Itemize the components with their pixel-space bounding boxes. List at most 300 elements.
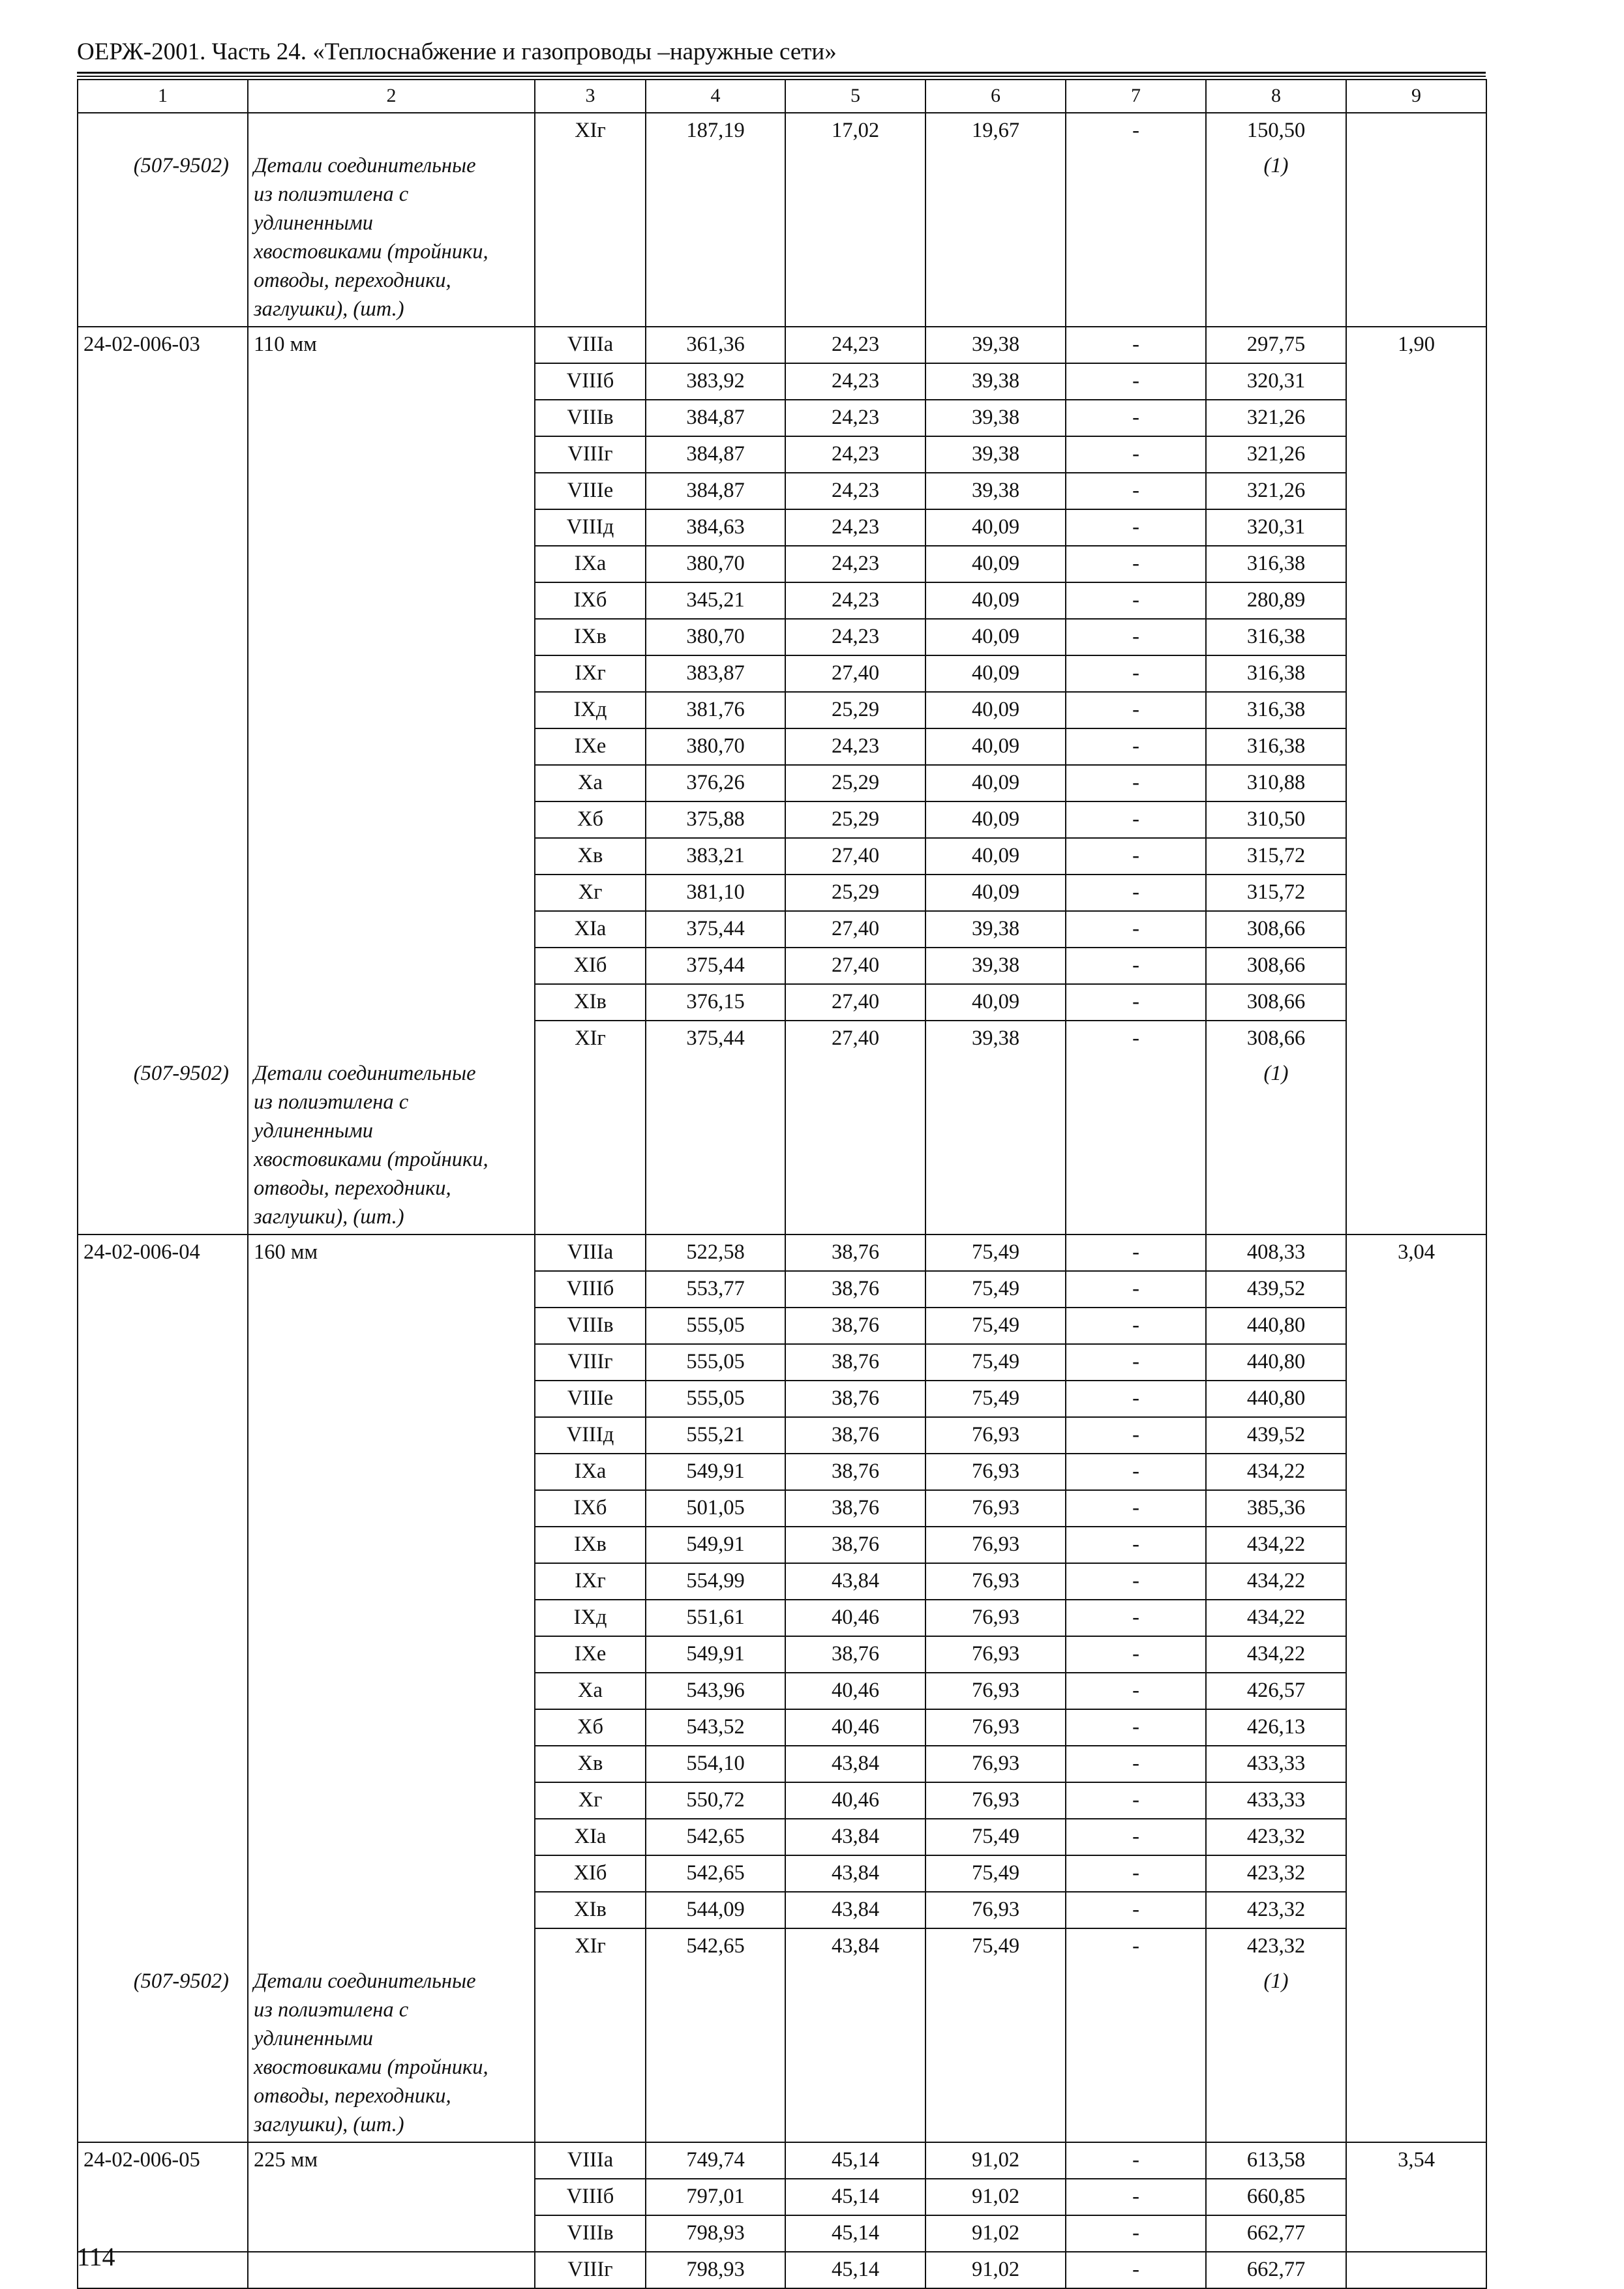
value-cell: - — [1066, 1344, 1206, 1381]
table-row — [78, 1271, 1486, 1308]
value-cell: 316,38 — [1206, 655, 1346, 692]
value-cell: 39,38 — [925, 948, 1066, 984]
empty-cell — [248, 582, 535, 619]
value-cell: 384,87 — [646, 436, 785, 473]
value-cell: - — [1066, 1636, 1206, 1673]
empty-cell — [248, 1417, 535, 1454]
value-cell: - — [1066, 1417, 1206, 1454]
value-cell: 40,09 — [925, 619, 1066, 655]
note-text-cell — [248, 1964, 535, 2142]
empty-cell — [78, 1527, 248, 1563]
value-cell: 434,22 — [1206, 1636, 1346, 1673]
value-cell: 24,23 — [785, 327, 925, 363]
table-row — [78, 327, 1486, 363]
empty-cell — [248, 400, 535, 436]
empty-cell — [78, 728, 248, 765]
value-cell: - — [1066, 1308, 1206, 1344]
table-row — [78, 948, 1486, 984]
value-cell: 40,09 — [925, 509, 1066, 546]
note-text-line: хвостовиками (тройники, — [254, 240, 489, 263]
page-header: ОЕРЖ-2001. Часть 24. «Теплоснабжение и газопроводы –наружные сети» — [77, 38, 837, 65]
empty-cell — [248, 911, 535, 948]
value-cell: 542,65 — [646, 1819, 785, 1855]
region-cell: VIIIб — [535, 1271, 646, 1308]
column-header: 2 — [248, 80, 535, 113]
value-cell: - — [1066, 1892, 1206, 1928]
empty-cell — [248, 1636, 535, 1673]
note-text-line: Детали соединительные — [254, 154, 476, 177]
value-cell: 25,29 — [785, 875, 925, 911]
table-row — [78, 546, 1486, 582]
empty-cell — [78, 1673, 248, 1709]
empty-cell — [646, 1056, 785, 1234]
empty-cell — [1346, 692, 1486, 728]
empty-cell — [1346, 1490, 1486, 1527]
region-cell: VIIIа — [535, 327, 646, 363]
note-code-cell — [78, 1964, 248, 2142]
value-cell: - — [1066, 1381, 1206, 1417]
value-cell: 76,93 — [925, 1746, 1066, 1782]
value-cell: 361,36 — [646, 327, 785, 363]
empty-cell — [1346, 875, 1486, 911]
column-header: 9 — [1346, 80, 1486, 113]
note-text-line: Детали соединительные — [254, 1062, 476, 1085]
value-cell: 38,76 — [785, 1381, 925, 1417]
value-cell: 38,76 — [785, 1636, 925, 1673]
value-cell: 381,76 — [646, 692, 785, 728]
region-cell: XIб — [535, 1855, 646, 1892]
empty-cell — [1346, 1746, 1486, 1782]
value-cell: 423,32 — [1206, 1855, 1346, 1892]
table-row — [78, 582, 1486, 619]
value-cell: 39,38 — [925, 400, 1066, 436]
value-cell: 550,72 — [646, 1782, 785, 1819]
empty-cell — [78, 546, 248, 582]
value-cell: 24,23 — [785, 363, 925, 400]
value-cell: 434,22 — [1206, 1600, 1346, 1636]
value-cell: 555,05 — [646, 1344, 785, 1381]
empty-cell — [1346, 1964, 1486, 2142]
value-cell: 320,31 — [1206, 509, 1346, 546]
value-cell: 40,46 — [785, 1782, 925, 1819]
value-cell: 381,10 — [646, 875, 785, 911]
note-code: (507-9502) — [133, 1062, 229, 1085]
region-cell: Xг — [535, 875, 646, 911]
region-cell: VIIIг — [535, 1344, 646, 1381]
table-row — [78, 1417, 1486, 1454]
table-cell: 187,19 — [646, 113, 785, 149]
region-cell: XIг — [535, 1021, 646, 1056]
table-cell: 19,67 — [925, 113, 1066, 149]
value-cell: 555,05 — [646, 1381, 785, 1417]
value-cell: 555,05 — [646, 1308, 785, 1344]
value-cell: - — [1066, 728, 1206, 765]
value-cell: 40,46 — [785, 1709, 925, 1746]
value-cell: - — [1066, 1527, 1206, 1563]
value-cell: 542,65 — [646, 1928, 785, 1964]
table-row — [78, 363, 1486, 400]
note-row — [78, 1056, 1486, 1234]
table-row — [78, 1782, 1486, 1819]
value-cell: 554,99 — [646, 1563, 785, 1600]
region-cell: VIIIб — [535, 2179, 646, 2215]
empty-cell — [78, 1746, 248, 1782]
table-row — [78, 765, 1486, 801]
value-cell: 375,88 — [646, 801, 785, 838]
price-table — [77, 79, 1487, 2289]
empty-cell — [248, 1928, 535, 1964]
table-row — [78, 1855, 1486, 1892]
region-cell: VIIIв — [535, 400, 646, 436]
table-row — [78, 655, 1486, 692]
note-text — [254, 1964, 529, 2139]
note-text-cell — [248, 149, 535, 327]
empty-cell — [248, 1673, 535, 1709]
empty-cell — [248, 948, 535, 984]
value-cell: 45,14 — [785, 2215, 925, 2252]
region-cell: XIг — [535, 1928, 646, 1964]
value-cell: - — [1066, 509, 1206, 546]
value-cell: 321,26 — [1206, 436, 1346, 473]
empty-cell — [78, 1600, 248, 1636]
empty-cell — [78, 1855, 248, 1892]
table-row — [78, 1709, 1486, 1746]
value-cell: 310,50 — [1206, 801, 1346, 838]
region-cell: IXг — [535, 655, 646, 692]
column-header: 5 — [785, 80, 925, 113]
empty-cell — [78, 948, 248, 984]
empty-cell — [248, 619, 535, 655]
value-cell: - — [1066, 1746, 1206, 1782]
value-cell: 308,66 — [1206, 984, 1346, 1021]
value-cell: 76,93 — [925, 1563, 1066, 1600]
empty-cell — [1346, 1271, 1486, 1308]
value-cell: 315,72 — [1206, 838, 1346, 875]
value-cell: 24,23 — [785, 728, 925, 765]
value-cell: - — [1066, 1234, 1206, 1271]
value-cell: 40,09 — [925, 546, 1066, 582]
value-cell: 798,93 — [646, 2215, 785, 2252]
table-row — [78, 1892, 1486, 1928]
empty-cell — [925, 149, 1066, 327]
table-row — [78, 1563, 1486, 1600]
table-row — [78, 1344, 1486, 1381]
empty-cell — [248, 509, 535, 546]
value-cell: 40,09 — [925, 728, 1066, 765]
value-cell: 375,44 — [646, 911, 785, 948]
empty-cell — [248, 1381, 535, 1417]
region-cell: IXб — [535, 582, 646, 619]
value-cell: 43,84 — [785, 1746, 925, 1782]
region-cell: VIIIе — [535, 1381, 646, 1417]
region-cell: VIIIд — [535, 1417, 646, 1454]
value-cell: 440,80 — [1206, 1308, 1346, 1344]
empty-cell — [1346, 1454, 1486, 1490]
value-cell: - — [1066, 2215, 1206, 2252]
note-text — [254, 149, 529, 323]
value-cell: 40,09 — [925, 655, 1066, 692]
value-cell: - — [1066, 582, 1206, 619]
empty-cell — [535, 1056, 646, 1234]
value-cell: 38,76 — [785, 1417, 925, 1454]
note-marker-cell: (1) — [1206, 149, 1346, 327]
item-code: 24-02-006-03 — [78, 327, 248, 363]
value-cell: 76,93 — [925, 1892, 1066, 1928]
empty-cell — [248, 838, 535, 875]
empty-cell — [1346, 1056, 1486, 1234]
table-row — [78, 1636, 1486, 1673]
empty-cell — [1346, 2252, 1486, 2288]
region-cell: Xб — [535, 1709, 646, 1746]
value-cell: 501,05 — [646, 1490, 785, 1527]
value-cell: 39,38 — [925, 1021, 1066, 1056]
empty-cell — [78, 1271, 248, 1308]
value-cell: 380,70 — [646, 728, 785, 765]
value-cell: 553,77 — [646, 1271, 785, 1308]
note-text-line: из полиэтилена с — [254, 1998, 409, 2022]
empty-cell — [1346, 911, 1486, 948]
value-cell: 24,23 — [785, 509, 925, 546]
value-cell: - — [1066, 984, 1206, 1021]
value-cell: 40,09 — [925, 984, 1066, 1021]
empty-cell — [248, 655, 535, 692]
table-row — [78, 801, 1486, 838]
note-text-line: Детали соединительные — [254, 1969, 476, 1993]
empty-cell — [646, 149, 785, 327]
empty-cell — [78, 1381, 248, 1417]
header-rule-secondary — [77, 76, 1486, 77]
value-cell: 549,91 — [646, 1454, 785, 1490]
value-cell: 321,26 — [1206, 400, 1346, 436]
value-cell: 75,49 — [925, 1234, 1066, 1271]
empty-cell — [1346, 1673, 1486, 1709]
empty-cell — [1346, 619, 1486, 655]
value-cell: 43,84 — [785, 1819, 925, 1855]
empty-cell — [535, 1964, 646, 2142]
empty-cell — [248, 1563, 535, 1600]
value-cell: 551,61 — [646, 1600, 785, 1636]
note-code: (507-9502) — [133, 154, 229, 177]
value-cell: 76,93 — [925, 1636, 1066, 1673]
value-cell: 543,52 — [646, 1709, 785, 1746]
region-cell: IXг — [535, 1563, 646, 1600]
column-header: 4 — [646, 80, 785, 113]
table-row — [78, 1454, 1486, 1490]
value-cell: 24,23 — [785, 473, 925, 509]
table-row — [78, 1490, 1486, 1527]
empty-cell — [248, 984, 535, 1021]
empty-cell — [248, 1855, 535, 1892]
value-cell: 75,49 — [925, 1928, 1066, 1964]
empty-cell — [78, 875, 248, 911]
note-text-cell — [248, 1056, 535, 1234]
value-cell: 380,70 — [646, 546, 785, 582]
table-cell: 17,02 — [785, 113, 925, 149]
value-cell: 316,38 — [1206, 619, 1346, 655]
note-text-line: хвостовиками (тройники, — [254, 2056, 489, 2079]
table-row — [78, 1021, 1486, 1056]
region-cell: IXе — [535, 728, 646, 765]
note-text-line: отводы, переходники, — [254, 2084, 451, 2108]
value-cell: 38,76 — [785, 1454, 925, 1490]
item-name: 110 мм — [248, 327, 535, 363]
value-cell: 39,38 — [925, 436, 1066, 473]
empty-cell — [78, 692, 248, 728]
value-cell: 380,70 — [646, 619, 785, 655]
table-row — [78, 1234, 1486, 1271]
value-cell: 316,38 — [1206, 728, 1346, 765]
empty-cell — [646, 1964, 785, 2142]
value-cell: 27,40 — [785, 655, 925, 692]
empty-cell — [248, 113, 535, 149]
value-cell: 321,26 — [1206, 473, 1346, 509]
value-cell: 43,84 — [785, 1563, 925, 1600]
table-row — [78, 473, 1486, 509]
empty-cell — [78, 113, 248, 149]
column-header: 7 — [1066, 80, 1206, 113]
empty-cell — [785, 1964, 925, 2142]
value-cell: 38,76 — [785, 1271, 925, 1308]
value-cell: 24,23 — [785, 619, 925, 655]
value-cell: 384,87 — [646, 400, 785, 436]
value-cell: 75,49 — [925, 1381, 1066, 1417]
note-text-line: из полиэтилена с — [254, 183, 409, 206]
note-row — [78, 149, 1486, 327]
price-table-body — [78, 80, 1486, 2288]
region-cell: VIIIв — [535, 1308, 646, 1344]
empty-cell — [1346, 1928, 1486, 1964]
value-cell: 27,40 — [785, 1021, 925, 1056]
value-cell: 544,09 — [646, 1892, 785, 1928]
empty-cell — [78, 838, 248, 875]
empty-cell — [248, 692, 535, 728]
empty-cell — [1346, 728, 1486, 765]
value-cell: 91,02 — [925, 2252, 1066, 2288]
empty-cell — [1346, 1782, 1486, 1819]
empty-cell — [78, 1417, 248, 1454]
table-row — [78, 1308, 1486, 1344]
value-cell: - — [1066, 1819, 1206, 1855]
region-cell: XIа — [535, 1819, 646, 1855]
region-cell: VIIIе — [535, 473, 646, 509]
value-cell: 38,76 — [785, 1490, 925, 1527]
region-cell: XIв — [535, 984, 646, 1021]
value-cell: 39,38 — [925, 911, 1066, 948]
table-row — [78, 113, 1486, 149]
table-row — [78, 2142, 1486, 2179]
value-cell: 662,77 — [1206, 2215, 1346, 2252]
empty-cell — [1346, 1417, 1486, 1454]
empty-cell — [248, 1819, 535, 1855]
value-cell: - — [1066, 436, 1206, 473]
region-cell: IXа — [535, 546, 646, 582]
region-cell: IXе — [535, 1636, 646, 1673]
value-cell: 39,38 — [925, 473, 1066, 509]
value-cell: 434,22 — [1206, 1527, 1346, 1563]
empty-cell — [248, 1308, 535, 1344]
value-cell: 426,57 — [1206, 1673, 1346, 1709]
table-row — [78, 2252, 1486, 2288]
empty-cell — [78, 765, 248, 801]
empty-cell — [248, 1782, 535, 1819]
region-cell: IXв — [535, 1527, 646, 1563]
value-cell: 798,93 — [646, 2252, 785, 2288]
table-cell: XIг — [535, 113, 646, 149]
empty-cell — [1346, 1600, 1486, 1636]
empty-cell — [1346, 948, 1486, 984]
value-cell: 45,14 — [785, 2252, 925, 2288]
value-cell: 45,14 — [785, 2142, 925, 2179]
empty-cell — [78, 1490, 248, 1527]
value-cell: 39,38 — [925, 327, 1066, 363]
column-header: 1 — [78, 80, 248, 113]
note-code-cell — [78, 149, 248, 327]
empty-cell — [1346, 582, 1486, 619]
empty-cell — [248, 1527, 535, 1563]
note-text-line: удлиненными — [254, 1119, 373, 1143]
value-cell: - — [1066, 363, 1206, 400]
region-cell: Xв — [535, 838, 646, 875]
value-cell: 75,49 — [925, 1344, 1066, 1381]
value-cell: 315,72 — [1206, 875, 1346, 911]
empty-cell — [1346, 1344, 1486, 1381]
empty-cell — [1066, 1056, 1206, 1234]
empty-cell — [248, 1454, 535, 1490]
value-cell: 383,92 — [646, 363, 785, 400]
note-row — [78, 1964, 1486, 2142]
empty-cell — [248, 765, 535, 801]
empty-cell — [1346, 1563, 1486, 1600]
empty-cell — [78, 1454, 248, 1490]
value-cell: - — [1066, 1855, 1206, 1892]
note-marker-cell: (1) — [1206, 1056, 1346, 1234]
value-cell: 45,14 — [785, 2179, 925, 2215]
value-cell: 40,46 — [785, 1673, 925, 1709]
empty-cell — [78, 1819, 248, 1855]
region-cell: Xб — [535, 801, 646, 838]
value-cell: - — [1066, 1021, 1206, 1056]
table-row — [78, 1600, 1486, 1636]
region-cell: Xв — [535, 1746, 646, 1782]
value-cell: 76,93 — [925, 1782, 1066, 1819]
empty-cell — [1346, 1709, 1486, 1746]
value-cell: 43,84 — [785, 1892, 925, 1928]
value-cell: 316,38 — [1206, 546, 1346, 582]
value-cell: 91,02 — [925, 2215, 1066, 2252]
region-cell: IXв — [535, 619, 646, 655]
empty-cell — [248, 1344, 535, 1381]
value-cell: 38,76 — [785, 1527, 925, 1563]
note-text-line: заглушки), (шт.) — [254, 297, 404, 321]
value-cell: 613,58 — [1206, 2142, 1346, 2179]
empty-cell — [785, 149, 925, 327]
table-row — [78, 1381, 1486, 1417]
value-cell: 440,80 — [1206, 1344, 1346, 1381]
empty-cell — [1346, 473, 1486, 509]
note-text-line: отводы, переходники, — [254, 269, 451, 292]
value-cell: 376,26 — [646, 765, 785, 801]
region-cell: VIIIа — [535, 1234, 646, 1271]
column-header: 3 — [535, 80, 646, 113]
column-header: 8 — [1206, 80, 1346, 113]
value-cell: 383,21 — [646, 838, 785, 875]
empty-cell — [78, 1344, 248, 1381]
value-cell: 76,93 — [925, 1417, 1066, 1454]
value-cell: - — [1066, 838, 1206, 875]
empty-cell — [1346, 655, 1486, 692]
region-cell: VIIIа — [535, 2142, 646, 2179]
table-row — [78, 1746, 1486, 1782]
